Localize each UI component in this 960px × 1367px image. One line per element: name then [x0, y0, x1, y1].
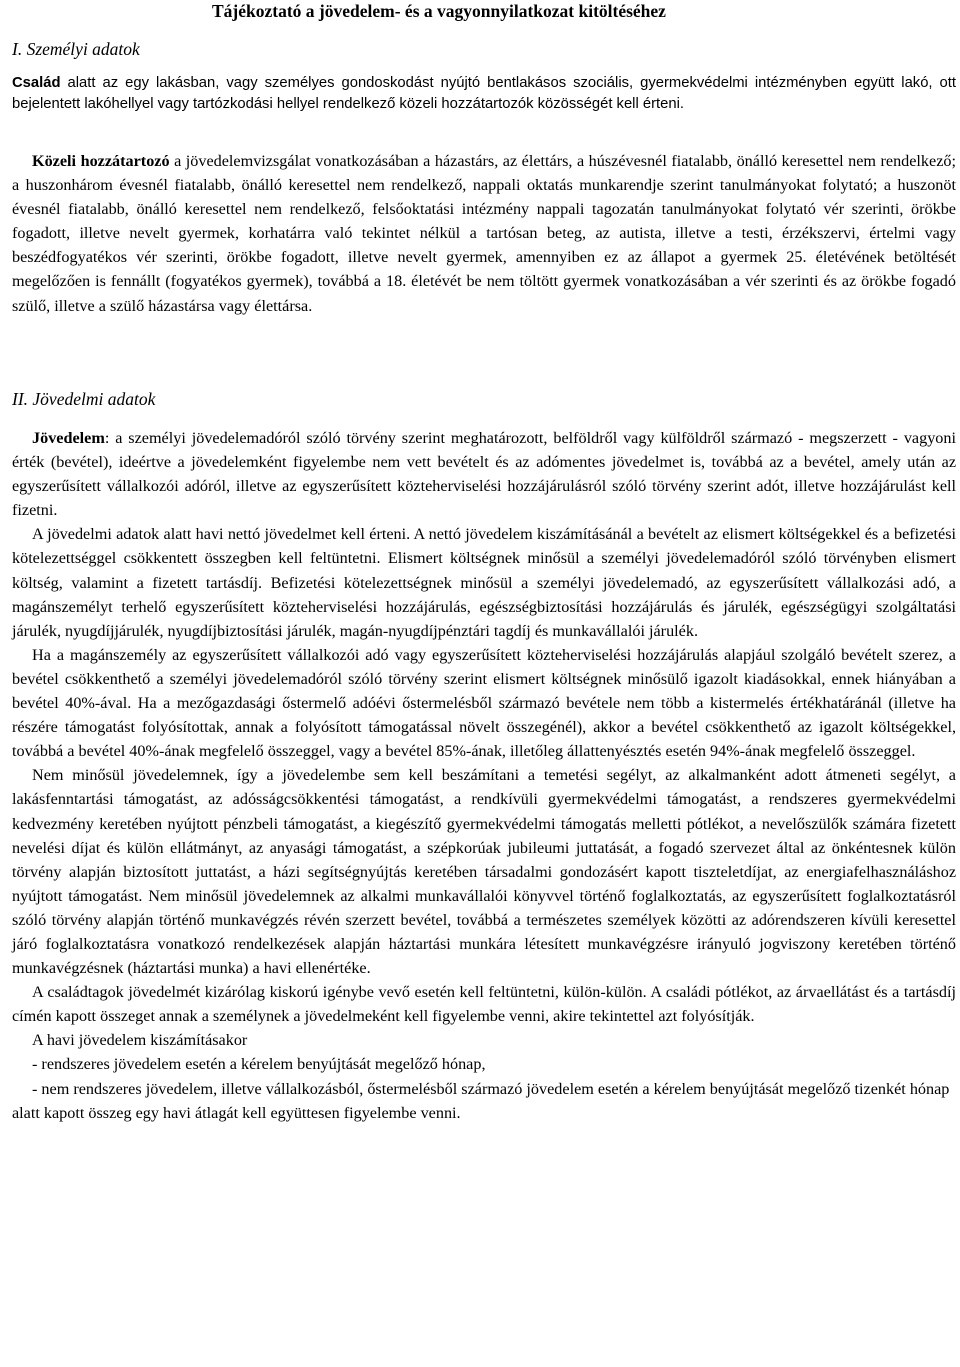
family-term: Család: [12, 75, 61, 91]
section-heading-income: II. Jövedelmi adatok: [12, 389, 156, 409]
family-text: alatt az egy lakásban, vagy személyes gondoskodást nyújtó bentlakásos szociális, gyermekvédelmi intézményben együtt lakó, ott bejelentett lakóhellyel vagy tartózkodási hellyel rendelkező közeli hozzátartozók közösségét kell érteni.: [12, 75, 956, 112]
simplified-tax-paragraph: Ha a magánszemély az egyszerűsített vállalkozói adó vagy egyszerűsített közteherviselési hozzájárulás alapjául szolgáló bevételt szerez, a bevétel csökkenthető a személyi jövedelemadóról szóló törvény szerint elismert költségnek minősülő igazolt kiadásokkal, ennek hiányában a bevétel 40%-ával. Ha a mezőgazdasági őstermelő adóévi őstermelésből származó bevétele nem több a kistermelés értékhatáránál (illetve ha részére támogatást folyósítottak, annak a folyósított támogatással növelt összegénél), akkor a bevétel csökkenthető az igazolt költségekkel, továbbá a bevétel 40%-ának megfelelő összeggel, vagy a bevétel 85%-ának, illetőleg állattenyésztés esetén 94%-ának megfelelő összeggel.: [12, 645, 956, 761]
calculation-irregular-item: - nem rendszeres jövedelem, illetve vállalkozásból, őstermelésből származó jövedelem esetén a kérelem benyújtását megelőző tizenkét hónap: [32, 1079, 950, 1098]
family-members-paragraph: A családtagok jövedelmét kizárólag kiskorú igénybe vevő esetén kell feltüntetni, külön-külön. A családi pótlékot, az árvaellátást és a tartásdíj címén kapott összeget annak a személynek a jövedelmeként kell figyelembe venni, akire tekintettel azt folyósítják.: [12, 983, 956, 1026]
close-relative-definition: [12, 149, 956, 318]
family-definition: [12, 73, 956, 115]
section-heading-personal: I. Személyi adatok: [12, 39, 140, 59]
close-relative-term: Közeli hozzátartozó: [32, 152, 170, 170]
document-title: Tájékoztató a jövedelem- és a vagyonnyilatkozat kitöltéséhez: [212, 1, 666, 21]
not-income-paragraph: Nem minősül jövedelemnek, így a jövedelembe sem kell beszámítani a temetési segélyt, az alkalmanként adott átmeneti segélyt, a lakásfenntartási támogatást, az adósságcsökkentési támogatást, a rendkívüli gyermekvédelmi támogatást, a rendszeres gyermekvédelmi kedvezmény keretében nyújtott pénzbeli támogatást, a kiegészítő gyermekvédelmi támogatás melletti pótlékot, a nevelőszülők számára fizetett nevelési díjat és külön ellátmányt, az anyasági támogatást, a szépkorúak jubileumi juttatását, a fogadó szervezet által az önkéntesnek külön törvény alapján biztosított juttatást, a házi segítségnyújtás keretében társadalmi gondozásért kapott tiszteletdíjat, az energiafelhasználáshoz nyújtott támogatást. Nem minősül jövedelemnek az alkalmi munkavállalói könyvvel történő foglalkoztatás, az egyszerűsített foglalkoztatásról szóló törvény alapján történő munkavégzés révén szerzett bevétel, továbbá a természetes személyek közötti az adórendszeren kívüli keresettel járó foglalkoztatásra vonatkozó rendelkezések alapján háztartási munkára létesített munkavégzésre irányuló jogviszony keretében történő munkavégzésnek (háztartási munka) a havi ellenértéke.: [12, 766, 956, 978]
calculation-regular-item: - rendszeres jövedelem esetén a kérelem benyújtását megelőző hónap,: [32, 1055, 486, 1074]
income-text: : a személyi jövedelemadóról szóló törvény szerint meghatározott, belföldről vagy külföldről származó - megszerzett - vagyoni érték (bevétel), ideértve a jövedelemként figyelembe nem vett bevételt és az adómentes jövedelmet is, továbbá az a bevétel, amely után az egyszerűsített vállalkozói adóról, illetve az egyszerűsített közteherviselési hozzájárulásról szóló törvény szerint adót, illetve hozzájárulást kell fizetni.: [12, 429, 956, 520]
calculation-outro: alatt kapott összeg egy havi átlagát kell együttesen figyelembe venni.: [12, 1103, 461, 1122]
calculation-intro: A havi jövedelem kiszámításakor: [32, 1031, 248, 1050]
income-term: Jövedelem: [32, 429, 105, 447]
income-section-body: [12, 426, 956, 1125]
net-income-paragraph: A jövedelmi adatok alatt havi nettó jövedelmet kell érteni. A nettó jövedelem kiszámításánál a bevételt az elismert költségekkel és a befizetési kötelezettséggel csökkentett összegben kell feltüntetni. Elismert költségnek minősül a személyi jövedelemadóról szóló törvényben elismert költség, valamint a fizetett tartásdíj. Befizetési kötelezettségnek minősül a személyi jövedelemadó, az egyszerűsített vállalkozási adó, a magánszemélyt terhelő egyszerűsített közteherviselési hozzájárulás, egészségbiztosítási hozzájárulás és járulék, egészségügyi szolgáltatási járulék, nyugdíjjárulék, nyugdíjbiztosítási járulék, magán-nyugdíjpénztári tagdíj és munkavállalói járulék.: [12, 525, 956, 640]
close-relative-text: a jövedelemvizsgálat vonatkozásában a házastárs, az élettárs, a húszévesnél fiatalabb, önálló keresettel nem rendelkező; a huszonhárom évesnél fiatalabb, önálló keresettel nem rendelkező, nappali oktatás munkarendje szerint tanulmányokat folytató; a huszonöt évesnél fiatalabb, önálló keresettel nem rendelkező, felsőoktatási intézmény nappali tagozatán tanulmányokat folytató vér szerinti, örökbe fogadott, illetve nevelt gyermek, korhatárra való tekintet nélkül a tartósan beteg, az autista, illetve a testi, érzékszervi, értelmi vagy beszédfogyatékos vér szerinti, örökbe fogadott, illetve nevelt gyermek, amennyiben ez az állapot a gyermek 25. életévének betöltését megelőzően is fennállt (fogyatékos gyermek), továbbá a 18. életévét be nem töltött gyermek vonatkozásában a vér szerinti és az örökbe fogadó szülő, illetve a szülő házastársa vagy élettársa.: [12, 152, 956, 315]
